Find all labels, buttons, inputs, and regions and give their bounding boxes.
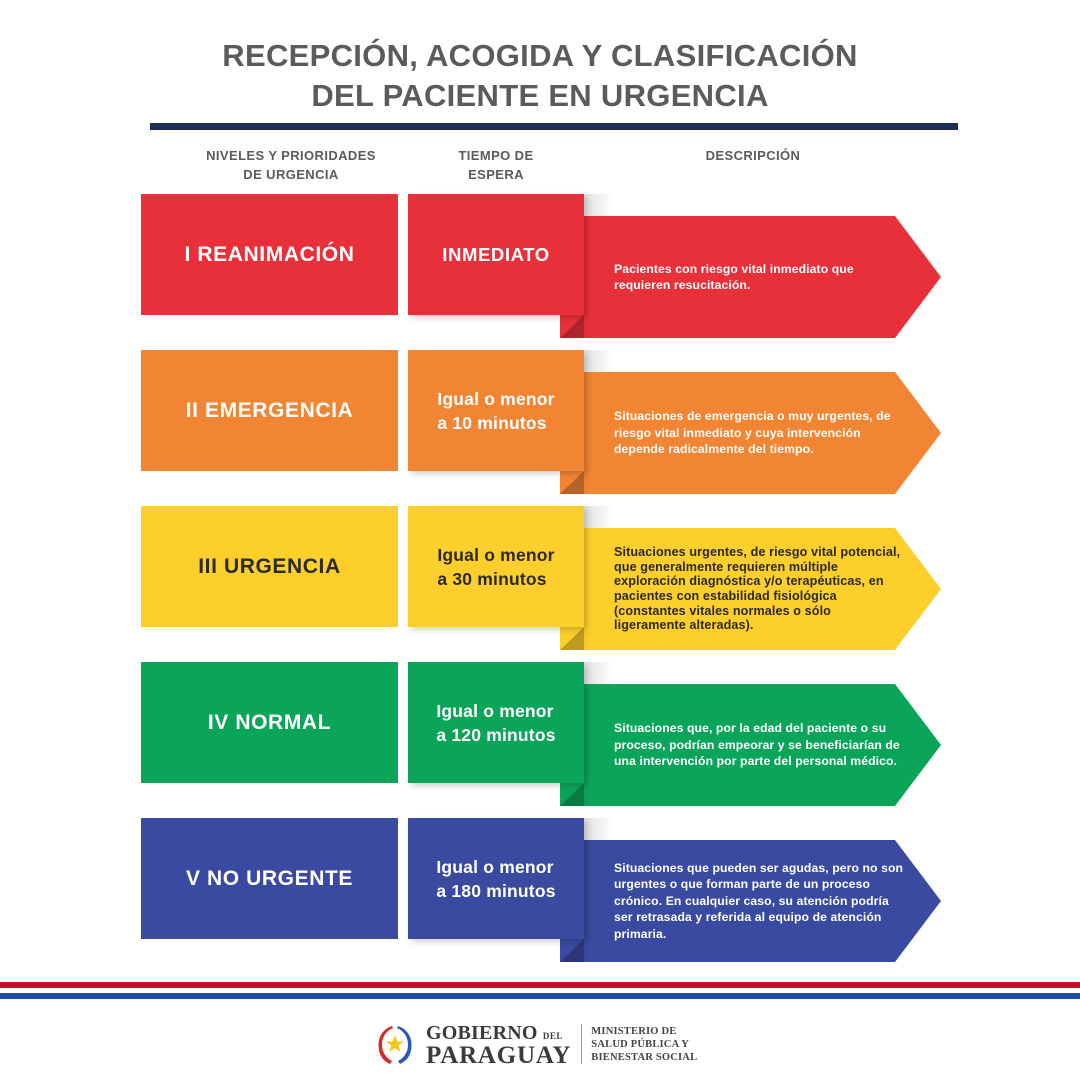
header-wait-line-1: TIEMPO DE <box>458 148 534 163</box>
shadow <box>584 350 614 372</box>
wait-time-line-1: Igual o menor <box>436 700 554 721</box>
description-text <box>614 528 904 650</box>
gov-line-1: GOBIERNO <box>426 1021 538 1044</box>
header-description <box>640 146 866 165</box>
triage-row-normal <box>0 662 1080 812</box>
level-label: II EMERGENCIA <box>185 398 354 422</box>
header-levels <box>176 146 406 184</box>
shadow <box>584 662 614 684</box>
wait-time-label: INMEDIATO <box>442 243 550 265</box>
description-body: Situaciones que pueden ser agudas, pero no son urgentes o que forman parte de un proceso crónico. En cualquier caso, su atención podría ser retrasada y referida al equipo de atención primaria. <box>614 860 904 941</box>
level-label: V NO URGENTE <box>185 866 354 890</box>
wait-time-line-1: Igual o menor <box>436 856 554 877</box>
level-box <box>141 818 398 939</box>
level-label: I REANIMACIÓN <box>184 242 355 266</box>
wait-box <box>408 506 584 627</box>
header-levels-line-2: DE URGENCIA <box>243 167 339 182</box>
description-text <box>614 216 904 338</box>
ministry-wordmark <box>591 1025 697 1064</box>
triage-row-emergencia <box>0 350 1080 500</box>
description-text <box>614 684 904 806</box>
shadow <box>584 506 614 528</box>
level-box <box>141 506 398 627</box>
wait-time-line-2: a 180 minutos <box>436 880 556 901</box>
description-text <box>614 372 904 494</box>
page-title <box>0 36 1080 116</box>
wait-box <box>408 350 584 471</box>
wait-time-line-2: a 120 minutos <box>436 724 556 745</box>
description-body: Situaciones que, por la edad del paciente o su proceso, podrían empeorar y se beneficiarían de una intervención por parte del personal médico. <box>614 721 900 769</box>
description-text <box>614 840 904 962</box>
flag-stripe-red <box>0 982 1080 988</box>
level-label: IV NORMAL <box>207 710 332 734</box>
wait-time-line-2: a 30 minutos <box>437 568 547 589</box>
gov-del: DEL <box>542 1030 563 1041</box>
government-logo <box>372 1021 698 1069</box>
wait-time-line-1: Igual o menor <box>437 544 555 565</box>
title-divider <box>150 123 958 130</box>
title-line-1: RECEPCIÓN, ACOGIDA Y CLASIFICACIÓN <box>222 38 858 73</box>
ministry-line-1: MINISTERIO DE <box>591 1025 677 1037</box>
logo-divider <box>581 1024 582 1064</box>
flag-stripe-blue <box>0 993 1080 999</box>
description-body: Pacientes con riesgo vital inmediato que requieren resucitación. <box>614 261 854 292</box>
ministry-line-3: BIENESTAR SOCIAL <box>591 1051 698 1063</box>
level-box <box>141 662 398 783</box>
gov-line-2: PARAGUAY <box>426 1041 572 1069</box>
ministry-line-2: SALUD PÚBLICA Y <box>591 1038 690 1050</box>
level-label: III URGENCIA <box>198 554 341 578</box>
triage-row-no-urgente <box>0 818 1080 968</box>
header-levels-line-1: NIVELES Y PRIORIDADES <box>206 148 376 163</box>
triage-row-reanimacion <box>0 194 1080 344</box>
title-line-2: DEL PACIENTE EN URGENCIA <box>311 78 769 113</box>
description-body: Situaciones de emergencia o muy urgentes, de riesgo vital inmediato y cuya intervención depende radicalmente del tiempo. <box>614 409 891 457</box>
header-wait <box>426 146 566 184</box>
level-box <box>141 350 398 471</box>
wait-box <box>408 194 584 315</box>
wait-box <box>408 818 584 939</box>
shadow <box>584 194 614 216</box>
wait-box <box>408 662 584 783</box>
description-body: Situaciones urgentes, de riesgo vital potencial, que generalmente requieren múltiple exploración diagnóstica y/o terapéuticas, en pacientes con estabilidad fisiológica (constantes vitales normales o sólo ligeramente alteradas). <box>614 545 901 633</box>
gov-wordmark <box>426 1021 572 1069</box>
wait-time-line-1: Igual o menor <box>437 388 555 409</box>
shadow <box>584 818 614 840</box>
level-box <box>141 194 398 315</box>
header-wait-line-2: ESPERA <box>468 167 524 182</box>
wait-time-line-2: a 10 minutos <box>437 412 547 433</box>
triage-row-urgencia <box>0 506 1080 656</box>
header-description-label: DESCRIPCIÓN <box>705 148 801 163</box>
paraguay-emblem-star-icon <box>372 1022 418 1066</box>
